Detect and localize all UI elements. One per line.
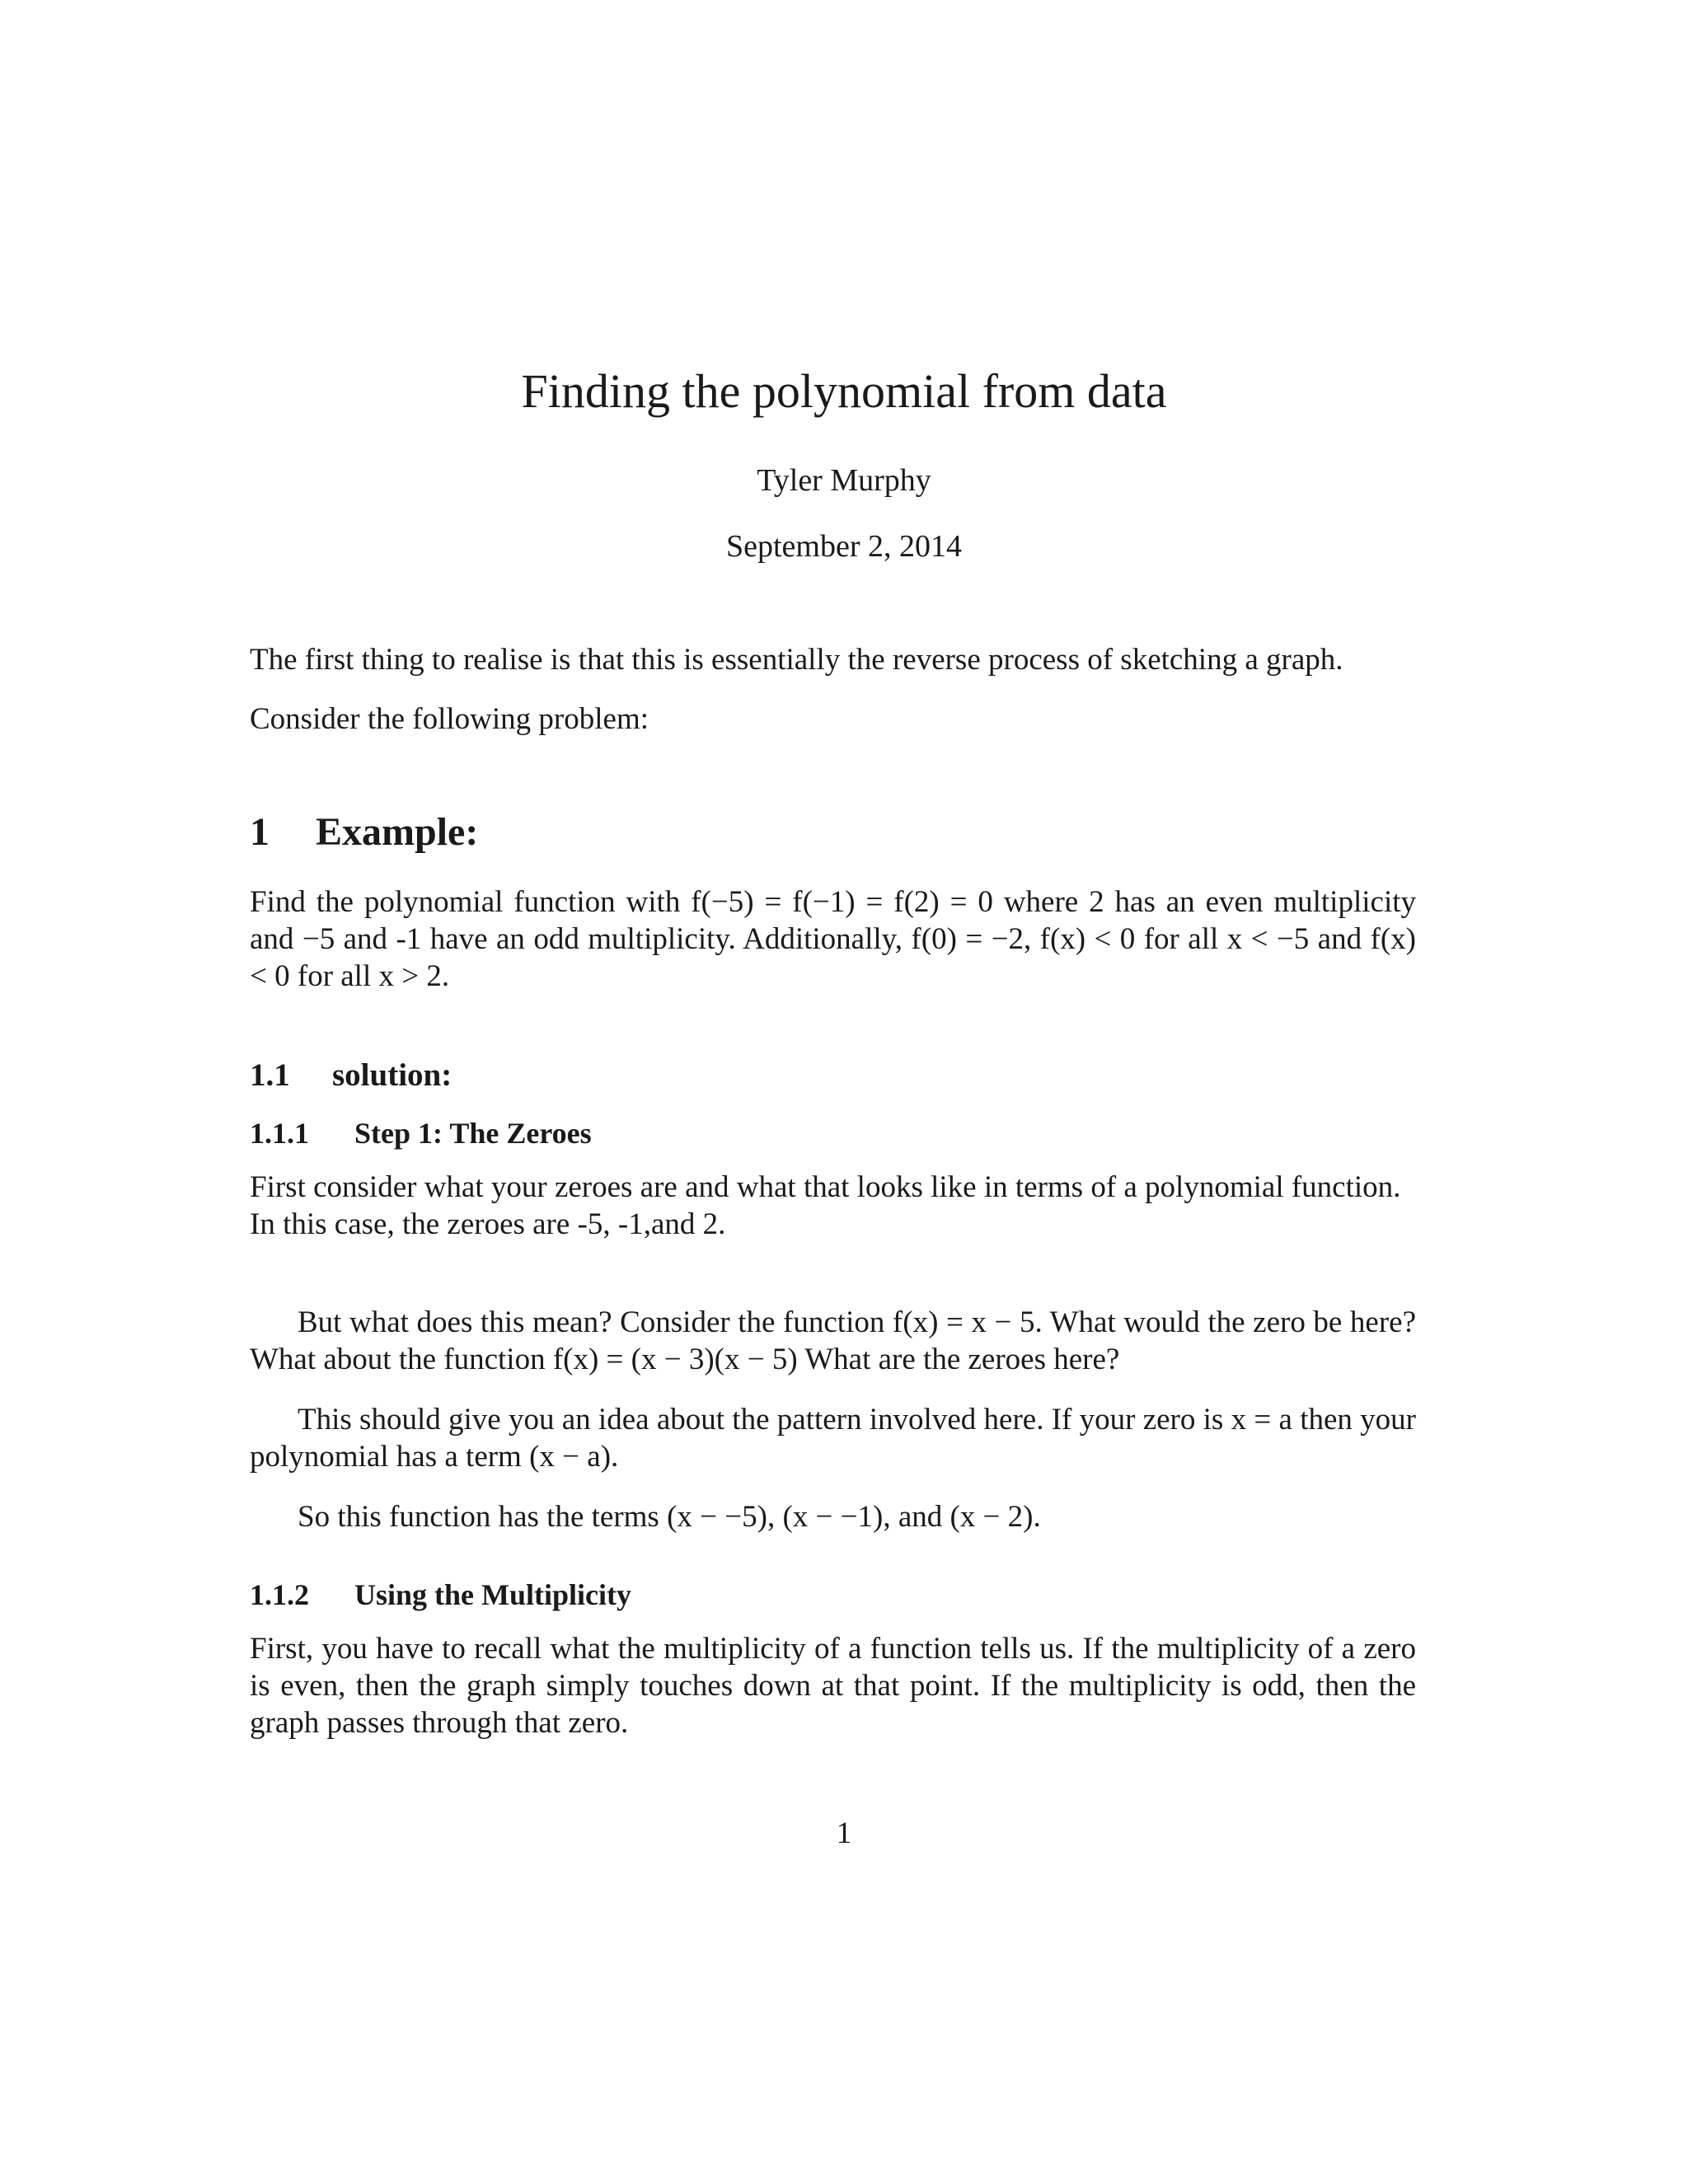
subsubsection-heading-step1 [250, 1114, 592, 1152]
page-number: 1 [836, 1816, 852, 1850]
problem-text: Find the polynomial function with f(−5) = f(−1) = f(2) = 0 where 2 has an even multiplicity and −5 and -1 have an odd multiplicity. Additionally, f(0) = −2, f(x) < 0 for all x < −5 and f(x) < 0 for all x > 2. [250, 885, 1416, 993]
subsubsection-title: Step 1: The Zeroes [354, 1117, 592, 1150]
subsection-title: solution: [332, 1057, 452, 1093]
subsubsection-number: 1.1.1 [250, 1117, 309, 1150]
subsubsection-heading-multiplicity [250, 1576, 631, 1614]
multiplicity-text: First, you have to recall what the multiplicity of a function tells us. If the multiplicity of a zero is even, then the graph simply touches down at that point. If the multiplicity is odd, then the graph passes through that zero. [250, 1632, 1416, 1740]
step1-text-3: This should give you an idea about the pattern involved here. If your zero is x = a then your polynomial has a term (x − a). [250, 1403, 1416, 1474]
step1-text-1b: In this case, the zeroes are -5, -1,and 2. [250, 1207, 726, 1241]
subsubsection-title-2: Using the Multiplicity [354, 1578, 632, 1611]
intro-paragraph-2 [250, 701, 1416, 738]
intro-paragraph-1 [250, 641, 1416, 678]
intro-text-2: Consider the following problem: [250, 702, 649, 736]
document-author: Tyler Murphy [757, 463, 931, 498]
section-title: Example: [316, 810, 479, 854]
subsection-number: 1.1 [250, 1057, 290, 1093]
step1-paragraph-4 [250, 1498, 1416, 1535]
step1-paragraph-1 [250, 1169, 1416, 1243]
multiplicity-paragraph [250, 1630, 1416, 1741]
problem-paragraph [250, 883, 1416, 995]
step1-text-4: So this function has the terms (x − −5), (x − −1), and (x − 2). [298, 1500, 1041, 1534]
subsubsection-number-2: 1.1.2 [250, 1578, 309, 1611]
document-title: Finding the polynomial from data [521, 364, 1167, 418]
step1-paragraph-3 [250, 1401, 1416, 1475]
step1-paragraph-2 [250, 1304, 1416, 1378]
step1-text-1: First consider what your zeroes are and what that looks like in terms of a polynomial function. [250, 1170, 1401, 1204]
intro-text-1: The first thing to realise is that this is essentially the reverse process of sketching a graph. [250, 643, 1343, 677]
section-number: 1 [250, 810, 270, 854]
document-date: September 2, 2014 [725, 529, 962, 564]
step1-text-2: But what does this mean? Consider the function f(x) = x − 5. What would the zero be here? What about the function f(x) = (x − 3)(x − 5) What are the zeroes here? [250, 1305, 1416, 1376]
section-heading-example [250, 808, 478, 857]
subsection-heading-solution [250, 1055, 452, 1096]
